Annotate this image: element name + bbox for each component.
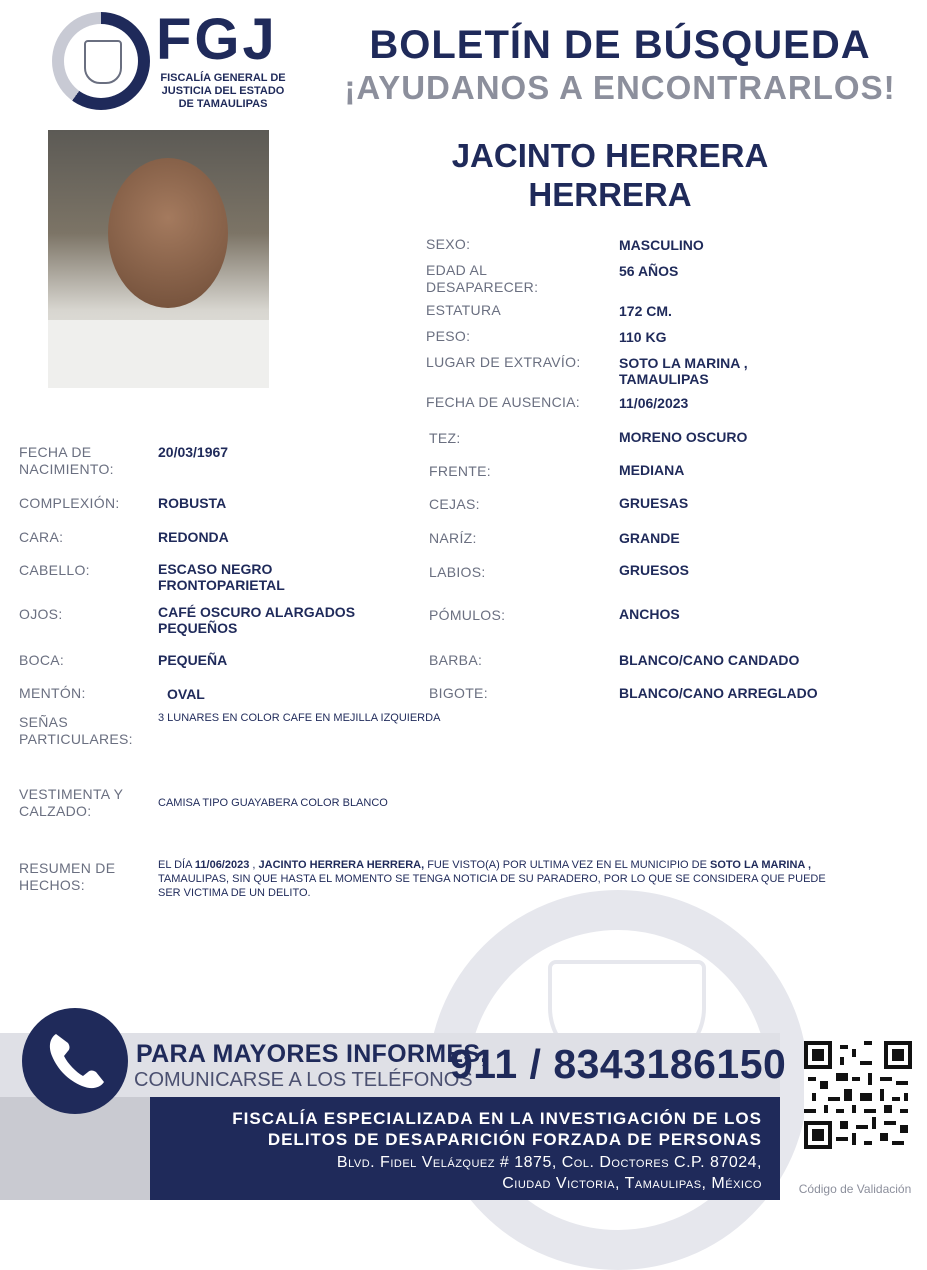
barba-label: BARBA:: [429, 652, 483, 668]
menton-label: MENTÓN:: [19, 685, 86, 701]
peso-value: 110 KG: [619, 329, 667, 345]
phone-number[interactable]: 911 / 8343186150: [450, 1041, 787, 1087]
agency-address: Blvd. Fidel Velázquez # 1875, Col. Doctores C.P. 87024, Ciudad Victoria, Tamaulipas, México: [336, 1154, 762, 1192]
contact-subheading: COMUNICARSE A LOS TELÉFONOS: [134, 1069, 473, 1091]
sexo-label: SEXO:: [426, 236, 471, 252]
senas-label: SEÑAS PARTICULARES:: [19, 714, 133, 747]
bulletin-title: BOLETÍN DE BÚSQUEDA: [369, 23, 871, 67]
agency-name: FISCALÍA ESPECIALIZADA EN LA INVESTIGACIÓN DE LOS DELITOS DE DESAPARICIÓN FORZADA DE PERSONAS: [232, 1109, 762, 1149]
person-name: JACINTO HERRERA HERRERA: [451, 137, 769, 213]
nariz-label: NARÍZ:: [429, 530, 477, 546]
complexion-value: ROBUSTA: [158, 495, 227, 511]
logo-abbr: FGJ: [156, 7, 278, 72]
tez-value: MORENO OSCURO: [619, 429, 748, 445]
cara-value: REDONDA: [158, 529, 229, 545]
peso-label: PESO:: [426, 328, 471, 344]
lugar-value: SOTO LA MARINA , TAMAULIPAS: [619, 355, 748, 387]
cara-label: CARA:: [19, 529, 64, 545]
bigote-value: BLANCO/CANO ARREGLADO: [619, 685, 818, 701]
estatura-label: ESTATURA: [426, 302, 501, 318]
boca-label: BOCA:: [19, 652, 65, 668]
complexion-label: COMPLEXIÓN:: [19, 495, 120, 511]
edad-value: 56 AÑOS: [619, 263, 679, 279]
cabello-label: CABELLO:: [19, 562, 90, 578]
fecha-ausencia-value: 11/06/2023: [619, 395, 689, 411]
ojos-label: OJOS:: [19, 606, 63, 622]
pomulos-value: ANCHOS: [619, 606, 680, 622]
tez-label: TEZ:: [429, 430, 461, 446]
nariz-value: GRANDE: [619, 530, 680, 546]
person-photo: [48, 130, 269, 388]
nacimiento-label: FECHA DE NACIMIENTO:: [19, 444, 114, 477]
contact-heading: PARA MAYORES INFORMES,: [136, 1040, 488, 1068]
ojos-value: CAFÉ OSCURO ALARGADOS PEQUEÑOS: [158, 604, 356, 636]
labios-label: LABIOS:: [429, 564, 486, 580]
qr-label: Código de Validación: [798, 1182, 912, 1196]
qr-code-icon[interactable]: [804, 1040, 912, 1150]
sexo-value: MASCULINO: [619, 237, 704, 253]
labios-value: GRUESOS: [619, 562, 690, 578]
vestimenta-label: VESTIMENTA Y CALZADO:: [19, 786, 124, 819]
boca-value: PEQUEÑA: [158, 652, 228, 668]
seal-logo-icon: [52, 12, 150, 110]
bigote-label: BIGOTE:: [429, 685, 488, 701]
barba-value: BLANCO/CANO CANDADO: [619, 652, 800, 668]
estatura-value: 172 CM.: [619, 303, 672, 319]
phone-icon: [22, 1008, 128, 1114]
bulletin-subtitle: ¡AYUDANOS A ENCONTRARLOS!: [344, 69, 896, 106]
cejas-value: GRUESAS: [619, 495, 689, 511]
nacimiento-value: 20/03/1967: [158, 444, 229, 460]
frente-label: FRENTE:: [429, 463, 491, 479]
lugar-label: LUGAR DE EXTRAVÍO:: [426, 354, 581, 370]
cejas-label: CEJAS:: [429, 496, 480, 512]
frente-value: MEDIANA: [619, 462, 685, 478]
resumen-text: EL DÍA 11/06/2023 , JACINTO HERRERA HERRERA, FUE VISTO(A) POR ULTIMA VEZ EN EL MUNICIPIO DE SOTO LA MARINA , TAMAULIPAS, SIN QUE HASTA EL MOMENTO SE TENGA NOTICIA DE SU PARADERO, POR LO QUE SE CONSIDERA QUE PUEDE SER VICTIMA DE UN DELITO.: [158, 859, 826, 899]
resumen-label: RESUMEN DE HECHOS:: [19, 860, 116, 893]
vestimenta-value: CAMISA TIPO GUAYABERA COLOR BLANCO: [158, 797, 388, 809]
edad-label: EDAD AL DESAPARECER:: [426, 262, 539, 295]
cabello-value: ESCASO NEGRO FRONTOPARIETAL: [158, 561, 285, 593]
senas-value: 3 LUNARES EN COLOR CAFE EN MEJILLA IZQUIERDA: [158, 712, 441, 724]
pomulos-label: PÓMULOS:: [429, 607, 506, 623]
logo-subtitle: FISCALÍA GENERAL DE JUSTICIA DEL ESTADO DE TAMAULIPAS: [160, 72, 286, 110]
menton-value: OVAL: [167, 686, 205, 702]
fecha-ausencia-label: FECHA DE AUSENCIA:: [426, 394, 580, 410]
